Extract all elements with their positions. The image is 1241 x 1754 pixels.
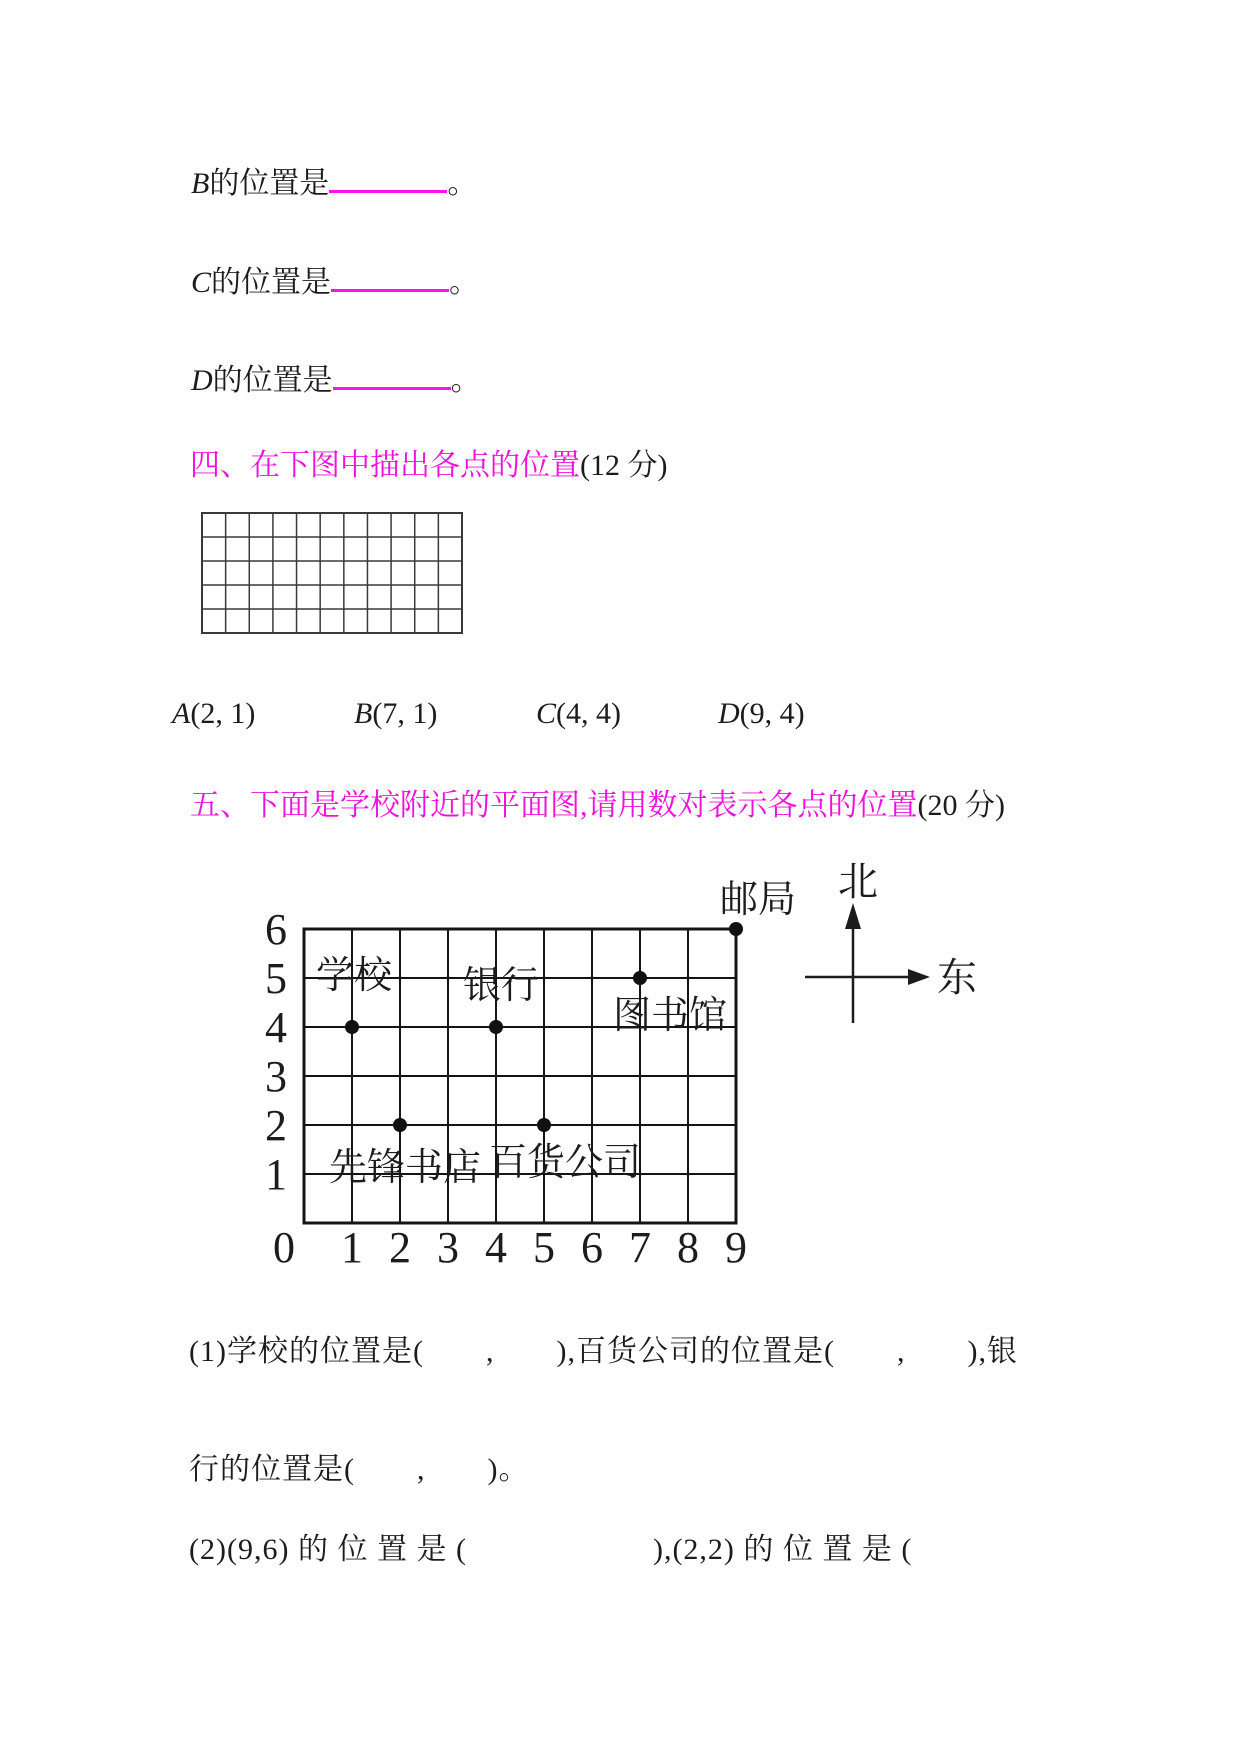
x-tick-5: 5 bbox=[533, 1223, 555, 1272]
fill-line-period: 。 bbox=[450, 364, 481, 397]
y-tick-2: 2 bbox=[265, 1101, 287, 1150]
place-label-bank: 银行 bbox=[462, 965, 540, 1007]
point-c-pair: (4, 4) bbox=[556, 697, 621, 730]
section-four-title: 四、在下图中描出各点的位置 bbox=[190, 449, 580, 482]
fill-line-text: 的位置是 bbox=[212, 364, 333, 397]
place-dot bbox=[489, 1020, 503, 1034]
point-c bbox=[536, 697, 621, 731]
blank-plot-grid bbox=[201, 512, 463, 634]
y-tick-3: 3 bbox=[265, 1052, 287, 1101]
x-tick-3: 3 bbox=[437, 1223, 459, 1272]
y-tick-5: 5 bbox=[265, 954, 287, 1003]
answer-blank bbox=[333, 357, 451, 390]
place-label-school: 学校 bbox=[315, 955, 393, 997]
section-five-score: (20 分) bbox=[917, 789, 1005, 822]
point-d bbox=[718, 697, 805, 731]
fill-line-b bbox=[191, 160, 477, 203]
point-b bbox=[354, 697, 437, 731]
place-label-library: 图书馆 bbox=[612, 995, 728, 1037]
point-a bbox=[172, 697, 255, 731]
point-d-label: D bbox=[718, 697, 740, 730]
y-tick-4: 4 bbox=[265, 1003, 287, 1052]
point-c-label: C bbox=[536, 697, 557, 730]
x-tick-6: 6 bbox=[581, 1223, 603, 1272]
place-dot bbox=[633, 971, 647, 985]
place-dot bbox=[393, 1118, 407, 1132]
section-five-title: 五、下面是学校附近的平面图,请用数对表示各点的位置 bbox=[190, 789, 918, 822]
place-dot bbox=[537, 1118, 551, 1132]
point-a-pair: (2, 1) bbox=[190, 697, 256, 730]
x-tick-0: 0 bbox=[273, 1223, 295, 1272]
x-tick-1: 1 bbox=[341, 1223, 363, 1272]
place-label-post-office: 邮局 bbox=[719, 879, 797, 921]
x-tick-9: 9 bbox=[725, 1223, 747, 1272]
question-1-line-2: 行的位置是( , )。 bbox=[189, 1453, 530, 1486]
neighbourhood-map bbox=[230, 855, 1000, 1275]
blank-grid-border bbox=[202, 513, 462, 633]
point-b-pair: (7, 1) bbox=[372, 697, 438, 730]
place-dot bbox=[345, 1020, 359, 1034]
blank-grid-lines bbox=[202, 513, 462, 633]
point-a-label: A bbox=[172, 697, 191, 730]
section-four-heading bbox=[190, 440, 667, 484]
section-five-heading bbox=[190, 780, 1005, 824]
compass-east-arrow-icon bbox=[908, 969, 930, 985]
question-2-line: (2)(9,6) 的 位 置 是 ( ),(2,2) 的 位 置 是 ( bbox=[189, 1533, 913, 1566]
place-label-bookstore: 先锋书店 bbox=[328, 1147, 482, 1189]
question-1-line-1: (1)学校的位置是( , ),百货公司的位置是( , ),银 bbox=[189, 1335, 1018, 1368]
fill-line-d bbox=[191, 357, 481, 400]
point-b-label: B bbox=[354, 697, 373, 730]
point-letter: D bbox=[191, 364, 213, 397]
compass-north-arrow-icon bbox=[845, 903, 861, 929]
fill-line-period: 。 bbox=[447, 167, 478, 200]
place-dot bbox=[729, 922, 743, 936]
compass-north-label: 北 bbox=[838, 859, 878, 904]
point-letter: C bbox=[191, 266, 212, 299]
compass-east-label: 东 bbox=[937, 955, 977, 1000]
answer-blank bbox=[331, 259, 449, 292]
y-tick-6: 6 bbox=[265, 905, 287, 954]
fill-line-text: 的位置是 bbox=[209, 167, 330, 200]
x-tick-2: 2 bbox=[389, 1223, 411, 1272]
y-tick-1: 1 bbox=[265, 1150, 287, 1199]
section-four-score: (12 分) bbox=[580, 449, 668, 482]
compass bbox=[805, 859, 977, 1023]
fill-line-c bbox=[191, 259, 479, 302]
x-tick-8: 8 bbox=[677, 1223, 699, 1272]
fill-line-text: 的位置是 bbox=[211, 266, 332, 299]
x-tick-7: 7 bbox=[629, 1223, 651, 1272]
point-letter: B bbox=[191, 167, 210, 200]
fill-line-period: 。 bbox=[449, 266, 480, 299]
point-d-pair: (9, 4) bbox=[739, 697, 805, 730]
points-line bbox=[0, 697, 1241, 737]
answer-blank bbox=[329, 160, 447, 193]
x-tick-4: 4 bbox=[485, 1223, 507, 1272]
place-label-department-store: 百货公司 bbox=[488, 1142, 642, 1184]
